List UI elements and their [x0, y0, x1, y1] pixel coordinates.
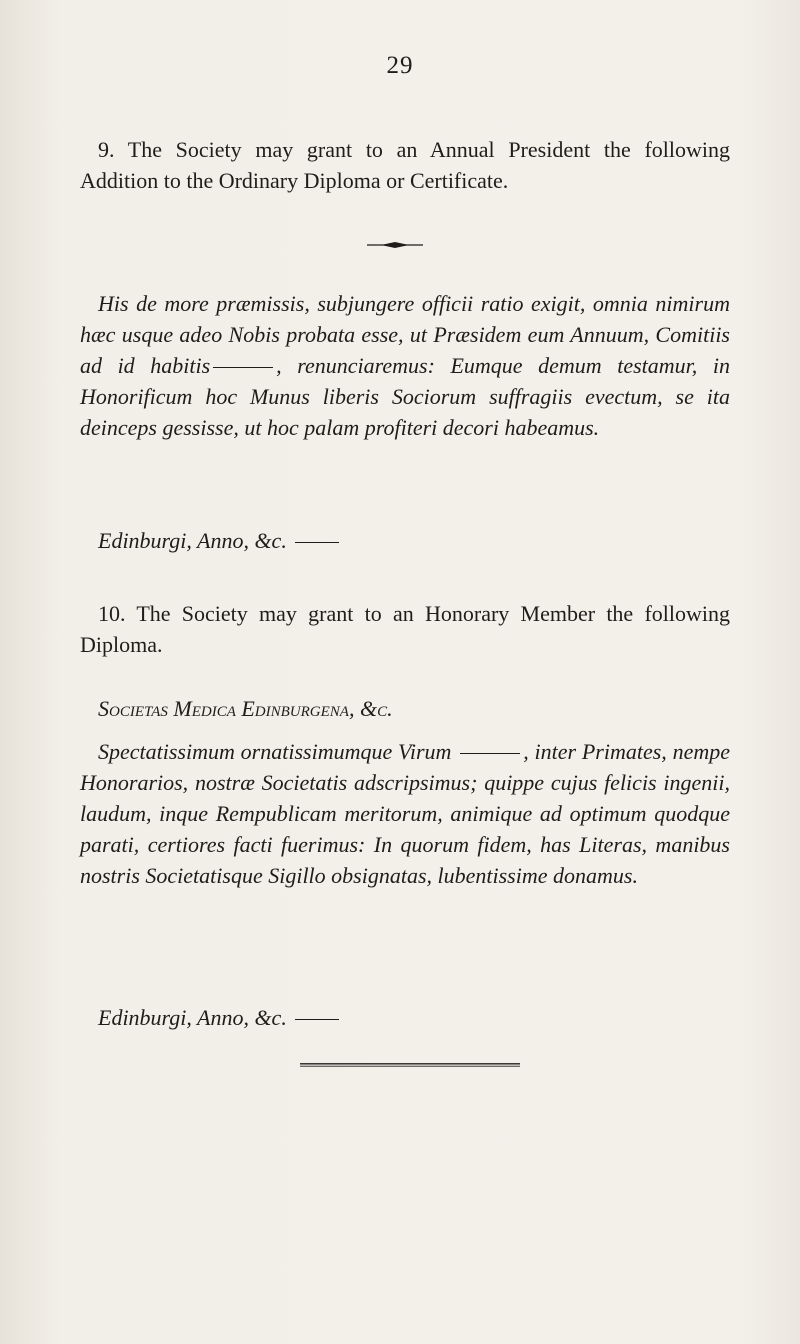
page-number: 29 [386, 52, 414, 79]
blank-line [460, 753, 520, 754]
section-9-latin-text [80, 288, 730, 443]
blank-line [295, 1019, 339, 1020]
blank-line [295, 542, 339, 543]
section-10-latin-text [80, 736, 730, 891]
section-9-heading: 9. The Society may grant to an Annual President the following Addition to the Ordinary Diploma or Certificate. [80, 137, 730, 193]
section-9-latin-part-b: , renunciaremus: Eumque demum testamur, in Honorificum hoc Munus liberis Sociorum suffragiis evectum, se ita deinceps gessisse, ut hoc palam profiteri decori habeamus. [80, 353, 730, 440]
blank-line [213, 367, 273, 368]
section-10-heading: 10. The Society may grant to an Honorary Member the following Diploma. [80, 601, 730, 657]
section-9-latin-part-a: His de more præmissis, subjungere officii ratio exigit, omnia nimirum hæc usque adeo Nobis probata esse, ut Præsidem eum Annuum, Comitiis ad id habitis [80, 291, 730, 378]
bottom-double-rule [300, 1063, 520, 1067]
section-10-latin-part-b: , inter Primates, nempe Honorarios, nostræ Societatis adscripsimus; quippe cujus felicis ingenii, laudum, inque Rempublicam meritorum, animique ad optimum quodque parati, certiores facti fuerimus: In quorum fidem, has Literas, manibus nostris Societatisque Sigillo obsignatas, lubentissime donamus. [80, 739, 730, 888]
section-9-closing: Edinburgi, Anno, &c. [80, 525, 730, 556]
section-10-latin-part-a: Spectatissimum ornatissimumque Virum [98, 739, 452, 764]
section-10-closing: Edinburgi, Anno, &c. [80, 1002, 730, 1033]
ornament-divider [365, 240, 425, 250]
society-name: Societas Medica Edinburgena, &c. [98, 696, 393, 721]
